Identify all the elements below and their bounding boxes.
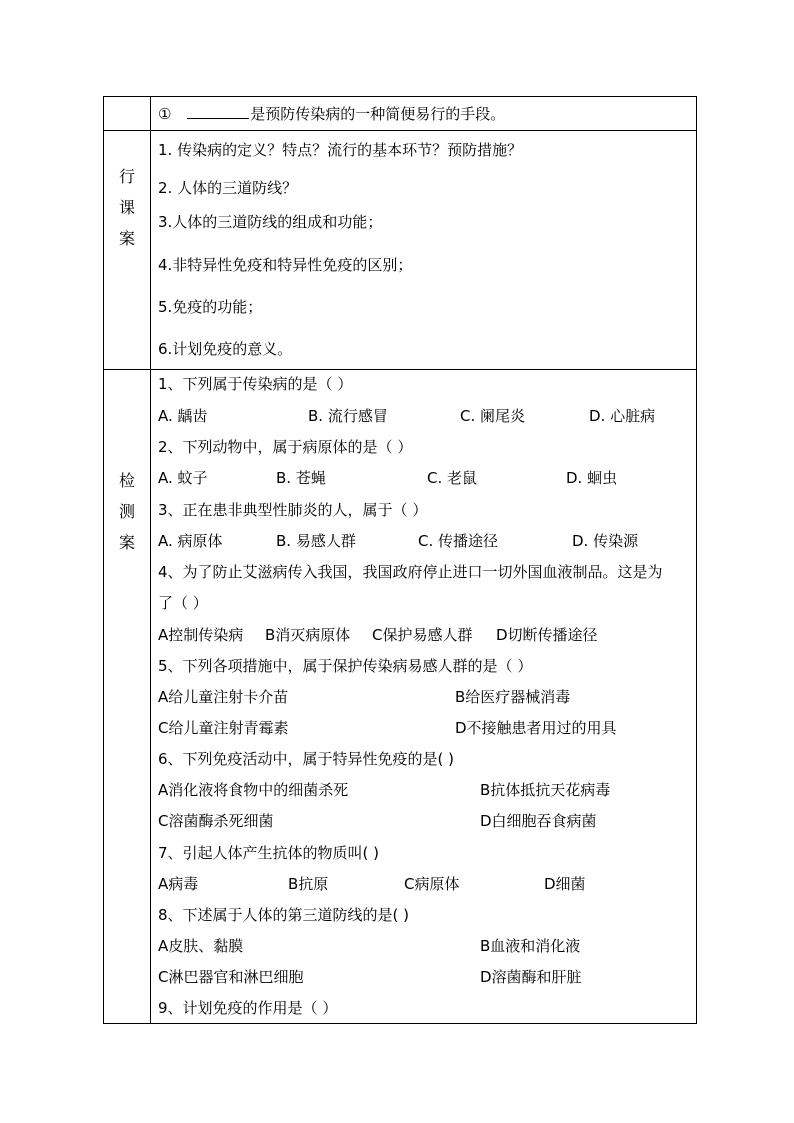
row-divider: [104, 369, 696, 370]
top-row-sentence: 是预防传染病的一种简便易行的手段。: [250, 105, 506, 123]
option-a: A消化液将食物中的细菌杀死: [158, 781, 349, 799]
review-line: 2. 人体的三道防线？: [158, 179, 298, 197]
option-d: D溶菌酶和肝脏: [480, 968, 582, 986]
question-9: 9、计划免疫的作用是（ ）: [158, 999, 338, 1017]
question-6: 6、下列免疫活动中，属于特异性免疫的是( ): [158, 750, 455, 768]
option-d: D. 传染源: [572, 532, 639, 550]
review-line: 1. 传染病的定义？特点？流行的基本环节？预防措施？: [158, 141, 523, 159]
option-a: A皮肤、黏膜: [158, 937, 244, 955]
review-line: 5.免疫的功能；: [158, 298, 263, 316]
option-c: C病原体: [404, 875, 460, 893]
fill-blank: [187, 104, 249, 119]
option-d: D. 蛔虫: [566, 469, 618, 487]
option-c: C. 老鼠: [427, 469, 478, 487]
option-d: D白细胞吞食病菌: [480, 812, 597, 830]
review-line: 3.人体的三道防线的组成和功能；: [158, 213, 383, 231]
option-d: D. 心脏病: [589, 407, 656, 425]
option-c: C. 传播途径: [418, 532, 499, 550]
top-row-text: [158, 104, 505, 124]
option-b: B. 易感人群: [276, 532, 356, 550]
worksheet-table: [103, 96, 697, 1024]
option-b: B消灭病原体: [265, 626, 351, 644]
option-a: A. 龋齿: [158, 407, 208, 425]
option-a: A. 病原体: [158, 532, 223, 550]
review-line: 4.非特异性免疫和特异性免疫的区别；: [158, 256, 413, 274]
row-divider: [104, 130, 696, 131]
option-d: D切断传播途径: [496, 626, 598, 644]
option-c: C. 阑尾炎: [460, 407, 526, 425]
question-2: 2、下列动物中，属于病原体的是（ ）: [158, 438, 413, 456]
option-d: D细菌: [544, 875, 586, 893]
question-4-continued: 了（ ）: [158, 594, 208, 612]
option-b: B抗原: [288, 875, 329, 893]
option-c: C给儿童注射青霉素: [158, 719, 289, 737]
question-8: 8、下述属于人体的第三道防线的是( ): [158, 906, 410, 924]
option-b: B. 流行感冒: [308, 407, 388, 425]
section-label-xing: 行 课 案: [118, 167, 135, 248]
option-d: D不接触患者用过的用具: [455, 719, 617, 737]
question-5: 5、下列各项措施中，属于保护传染病易感人群的是（ ）: [158, 657, 533, 675]
question-7: 7、引起人体产生抗体的物质叫( ): [158, 844, 380, 862]
option-c: C溶菌酶杀死细菌: [158, 812, 274, 830]
circled-marker: ①: [158, 105, 172, 123]
question-1: 1、下列属于传染病的是（ ）: [158, 375, 353, 393]
option-b: B给医疗器械消毒: [455, 688, 571, 706]
section-label-jian: 检 测 案: [118, 471, 135, 552]
option-b: B抗体抵抗天花病毒: [480, 781, 611, 799]
column-divider: [150, 97, 151, 1023]
option-a: A. 蚊子: [158, 469, 208, 487]
question-4: 4、为了防止艾滋病传入我国，我国政府停止进口一切外国血液制品。这是为: [158, 563, 663, 581]
option-a: A给儿童注射卡介苗: [158, 688, 289, 706]
option-a: A控制传染病: [158, 626, 244, 644]
option-b: B血液和消化液: [480, 937, 581, 955]
review-line: 6.计划免疫的意义。: [158, 340, 293, 358]
option-a: A病毒: [158, 875, 199, 893]
option-b: B. 苍蝇: [276, 469, 326, 487]
option-c: C保护易感人群: [372, 626, 473, 644]
question-3: 3、正在患非典型性肺炎的人，属于（ ）: [158, 501, 428, 519]
option-c: C淋巴器官和淋巴细胞: [158, 968, 304, 986]
